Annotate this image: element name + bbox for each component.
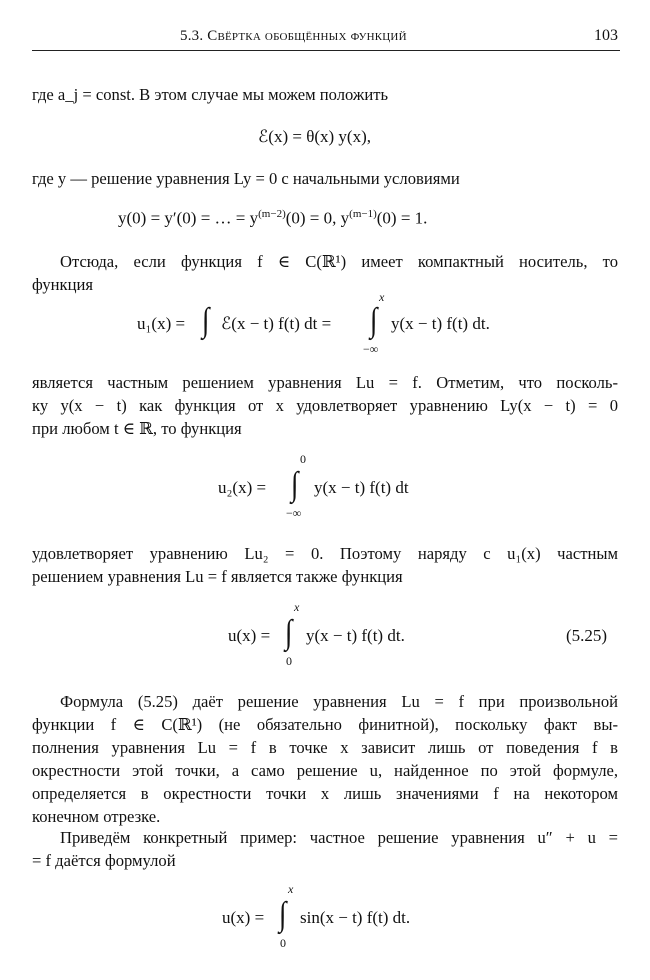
section-number: 5.3. [180, 28, 204, 44]
equation-1: ℰ(x) = θ(x) y(x), [258, 127, 371, 146]
section-title: Свёртка обобщённых функций [207, 28, 407, 44]
text-line: где y — решение уравнения Ly = 0 с начальными условиями [32, 169, 460, 188]
paragraph-4 [32, 371, 618, 440]
text-line: конечном отрезке. [32, 807, 161, 826]
eq6-lower-limit: 0 [280, 936, 286, 950]
equation-number: (5.25) [566, 626, 608, 645]
running-header [32, 26, 620, 51]
integral-sign-icon: ∫ [278, 896, 287, 933]
text-line: где a_j = const. В этом случае мы можем положить [32, 85, 389, 104]
equation-3 [137, 290, 537, 360]
text-line: при любом t ∈ ℝ, то функция [32, 419, 242, 438]
text-line: удовлетворяет уравнению Lu₂ = 0. Поэтому наряду с u₁(x) частным [32, 544, 618, 563]
eq3-lhs: u₁(x) = [137, 314, 186, 333]
equation-2 [118, 208, 427, 229]
eq3-lower-limit: −∞ [363, 342, 379, 356]
text-line: является частным решением уравнения Lu = f. Отметим, что посколь- [32, 373, 618, 392]
text-line: функции f ∈ C(ℝ¹) (не обязательно финитной), поскольку факт вы- [32, 715, 618, 734]
text-line: окрестности этой точки, а само решение u, найденное по этой формуле, [32, 761, 618, 780]
eq2-right: (0) = 1. [376, 208, 428, 228]
text-line: Формула (5.25) даёт решение уравнения Lu = f при произвольной [60, 692, 618, 711]
equation-4 [218, 452, 478, 524]
eq5-body: y(x − t) f(t) dt. [306, 626, 405, 645]
eq3-upper-limit: x [379, 290, 385, 304]
section-heading [180, 28, 407, 45]
text-line: полнения уравнения Lu = f в точке x зависит лишь от поведения f в [32, 738, 618, 757]
eq4-lower-limit: −∞ [286, 506, 302, 520]
text-line: решением уравнения Lu = f является также функция [32, 567, 403, 586]
integral-sign-icon: ∫ [284, 614, 293, 651]
integral-sign-icon: ∫ [369, 302, 378, 339]
paragraph-2 [32, 167, 618, 190]
text-line: = f даётся формулой [32, 851, 176, 870]
eq3-body2: y(x − t) f(t) dt. [391, 314, 490, 333]
eq5-lhs: u(x) = [228, 626, 271, 645]
eq2-sup2: (m−1) [349, 208, 377, 220]
eq6-body: sin(x − t) f(t) dt. [300, 908, 411, 927]
eq3-body1: ℰ(x − t) f(t) dt = [221, 314, 332, 333]
eq4-body: y(x − t) f(t) dt [314, 478, 409, 497]
eq2-mid: (0) = 0, y [285, 208, 350, 228]
text-line: ку y(x − t) как функция от x удовлетворяет уравнению Ly(x − t) = 0 [32, 396, 618, 415]
eq5-lower-limit: 0 [286, 654, 292, 668]
equation-6 [222, 882, 482, 954]
eq2-left: y(0) = y′(0) = … = y [118, 208, 259, 228]
equation-5 [228, 600, 478, 670]
eq4-upper-limit: 0 [300, 452, 306, 466]
eq6-lhs: u(x) = [222, 908, 265, 927]
text-line: определяется в окрестности точки x лишь значениями f на некотором [32, 784, 618, 803]
paragraph-6 [32, 690, 618, 828]
eq4-lhs: u₂(x) = [218, 478, 267, 497]
eq6-upper-limit: x [288, 882, 294, 896]
integral-sign-icon: ∫ [201, 302, 210, 339]
paragraph-1 [32, 83, 618, 106]
text-line: Приведём конкретный пример: частное решение уравнения u″ + u = [60, 828, 618, 847]
text-line: функция [32, 275, 93, 294]
page-number: 103 [594, 27, 618, 44]
integral-sign-icon: ∫ [290, 466, 299, 503]
paragraph-7 [32, 826, 618, 872]
text-line: Отсюда, если функция f ∈ C(ℝ¹) имеет компактный носитель, то [60, 252, 618, 271]
eq5-upper-limit: x [294, 600, 300, 614]
eq2-sup1: (m−2) [258, 208, 286, 220]
paragraph-5 [32, 542, 618, 588]
